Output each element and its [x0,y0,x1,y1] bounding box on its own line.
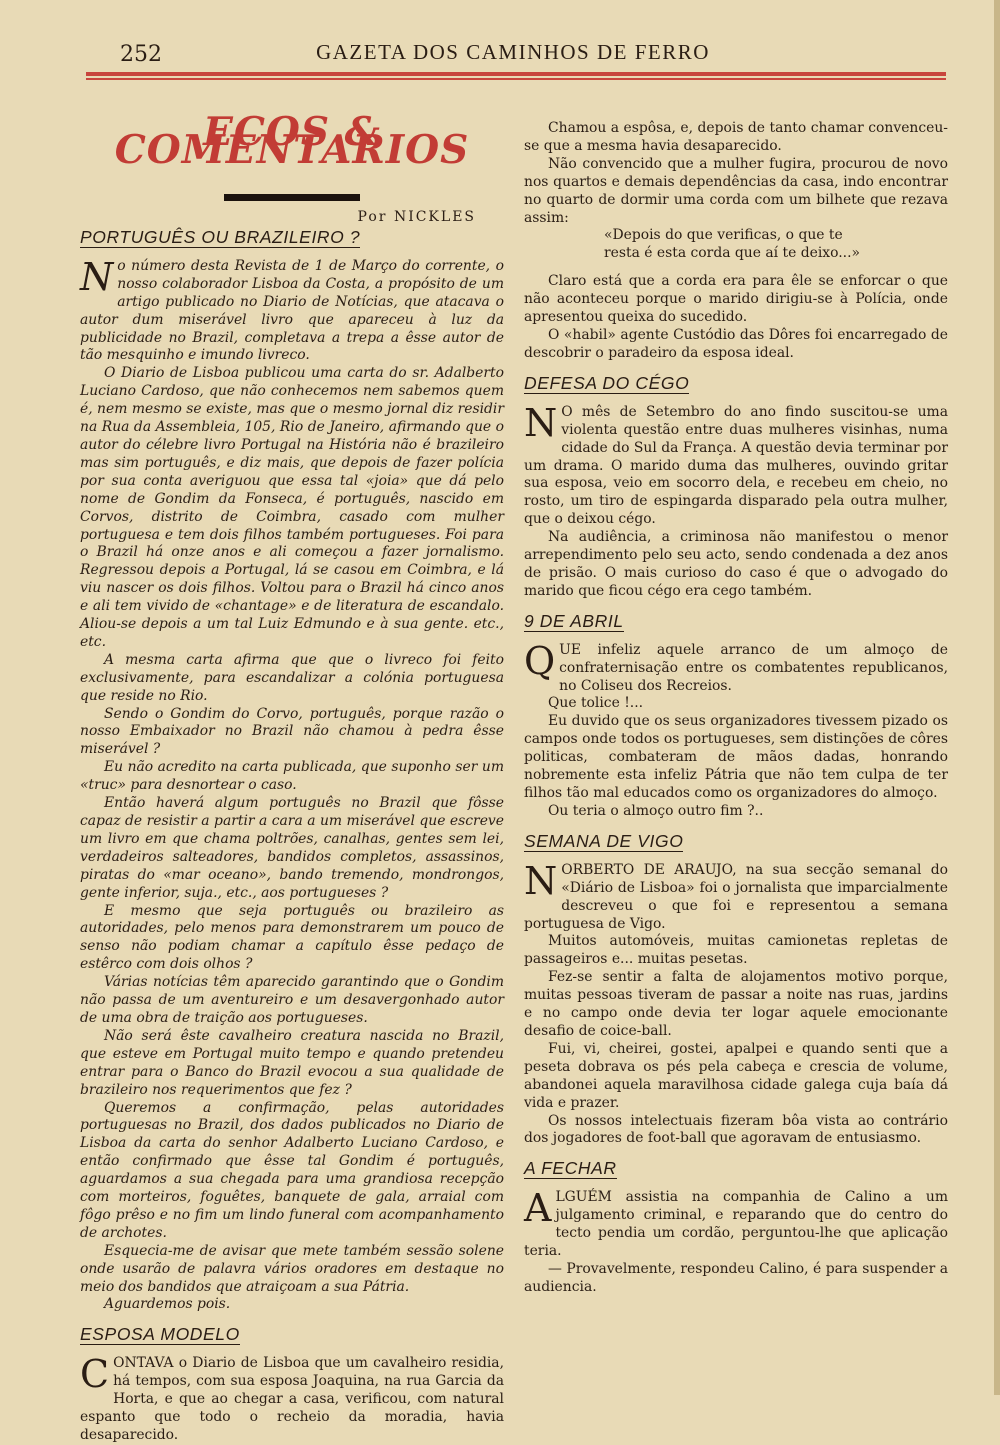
paragraph: Queremos a confirmação, pelas autoridades portuguesas no Brazil, dos dados publicados no Diario de Lisboa da carta do senhor Adalberto Luciano Cardoso, e então confirmado que êsse tal Gondim é português, aguardamos a sua chegada para uma grandiosa recepção com morteiros, foguêtes, banquete de gala, arraial com fôgo prêso e no fim um lindo funeral com acompanhamento de archotes. [80,1099,504,1241]
title-divider [224,194,360,201]
paragraph: Os nossos intelectuais fizeram bôa vista ao contrário dos jogadores de foot-ball que agoravam de entusiasmo. [524,1112,948,1147]
paragraph: Não será êste cavalheiro creatura nascida no Brazil, que esteve em Portugal muito tempo e quando pretendeu entrar para o Banco do Brazil evocou a sua qualidade de brazileiro nos requerimentos que fez ? [80,1027,504,1098]
paragraph: No número desta Revista de 1 de Março do corrente, o nosso colaborador Lisboa da Costa, a propósito de um artigo publicado no Diario de Notícias, que atacava o autor dum miserável livro que apareceu à luz da publicidade no Brazil, completava a trepa a êsse autor de tão mesquinho e imundo livreco. [80,254,504,364]
section-heading-portugues: PORTUGUÊS OU BRAZILEIRO ? [80,226,361,247]
paragraph: Muitos automóveis, muitas camionetas repletas de passageiros e... muitas pesetas. [524,933,948,968]
drop-cap: A [524,1186,552,1231]
left-column [80,109,504,1445]
paragraph: Ou teria o almoço outro fim ?.. [548,802,764,819]
section-heading-abril: 9 DE ABRIL [524,610,624,631]
paragraph: Eu não acredito na carta publicada, que suponho ser um «truc» para desnortear o caso. [80,759,504,794]
paragraph: Fui, vi, cheirei, gostei, apalpei e quando senti que a peseta dobrava os pés pela cabeça e crescia de volume, abandonei aquela maravilhosa cidade galega cuja baía dá vida e prazer. [524,1040,948,1111]
quote-line: resta é esta corda que aí te deixo...» [604,245,860,262]
right-column [524,120,948,1297]
paragraph: Fez-se sentir a falta de alojamentos motivo porque, muitas pessoas tiveram de passar a noite nas ruas, jardins e no campo onde devia ter logar aquele emocionante desafio de coice-ball. [524,969,948,1039]
paragraph: Chamou a espôsa, e, depois de tanto chamar convenceu-se que a mesma havia desaparecido. [524,120,948,154]
paragraph: Na audiência, a criminosa não manifestou o menor arrependimento pelo seu acto, sendo condenada a dez anos de prisão. O mais curioso do caso é que o advogado do marido que ficou cégo era cego também. [524,529,948,599]
paragraph: E mesmo que seja português ou brazileiro as autoridades, pelo menos para demonstrarem um pouco de senso não podiam chamar a capítulo êsse pedaço de estêrco com dois olhos ? [80,902,504,973]
paragraph: Esquecia-me de avisar que mete também sessão solene onde usarão de palavra vários oradores em destaque no meio dos bandidos que atraiçoam a sua Pátria. [80,1242,504,1295]
drop-cap: N [524,400,558,445]
drop-cap: Q [524,638,556,683]
masthead: GAZETA DOS CAMINHOS DE FERRO [316,40,710,64]
paragraph: Não convencido que a mulher fugira, procurou de novo nos quartos e demais dependências da casa, indo encontrar no quarto de dormir uma corda com um bilhete que rezava assim: [524,155,948,226]
paragraph: Então haverá algum português no Brazil que fôsse capaz de resistir a partir a cara a um miserável que escreve um livro em que chama poltrões, canalhas, gentes sem lei, verdadeiros salteadores, bandidos completos, assassinos, piratas do «mar oceano», bando tremendo, mondrongos, gente inferior, suja., etc., aos portugueses ? [80,795,504,901]
paragraph: Várias notícias têm aparecido garantindo que o Gondim não passa de um aventureiro e um desavergonhado autor de uma obra de traição aos portugueses. [80,974,504,1026]
paragraph: CONTAVA o Diario de Lisboa que um cavalheiro residia, há tempos, com sua esposa Joaquina, na rua Garcia da Horta, e que ao chegar a casa, verificou, com natural espanto que todo o recheio da moradia, havia desaparecido. [80,1352,504,1443]
quote-line: «Depois do que verificas, o que te [604,227,843,244]
header-rule [86,72,946,76]
paragraph: A mesma carta afirma que que o livreco foi feito exclusivamente, para escandalizar a colónia portuguesa que reside no Rio. [80,651,504,704]
paragraph: O Diario de Lisboa publicou uma carta do sr. Adalberto Luciano Cardoso, que não conhecemos nem sabemos quem é, nem mesmo se existe, mas que o mesmo jornal diz residir na Rua da Assembleia, 105, Rio de Janeiro, afirmando que o autor do célebre livro Portugal na História não é brazileiro mas sim português, e diz mais, que depois de fazer polícia por sua conta averiguou que essa tal «joia» que dá pelo nome de Gondim da Fonseca, é português, nascido em Corvos, distrito de Coimbra, casado com mulher portuguesa e tem dois filhos também portugueses. Foi para o Brazil há onze anos e ali começou a fazer jornalismo. Regressou depois a Portugal, lá se casou em Coimbra, e lá viu nascer os dois filhos. Voltou para o Brazil há cinco anos e ali tem vivido de «chantage» e de literatura de escandalo. Aliou-se depois a um tal Luiz Edmundo e à sua gente. etc., etc. [80,365,504,650]
page-edge [994,0,1000,1395]
drop-cap: C [80,1352,110,1397]
paragraph: Eu duvido que os seus organizadores tivessem pizado os campos onde todos os portugueses, sem distinções de côres politicas, combateram de mãos dadas, honrando nobremente esta infeliz Pátria que não tem culpa de ter filhos tão mal educados como os organizadores do almoço. [524,713,948,801]
section-heading-defesa: DEFESA DO CÉGO [524,372,690,393]
paragraph: NORBERTO DE ARAUJO, na sua secção semanal do «Diário de Lisboa» foi o jornalista que imparcialmente descreveu o que foi e representou a semana portuguesa de Vigo. [524,858,948,932]
paragraph: ALGUÉM assistia na companhia de Calino a um julgamento criminal, e reparando que do centro do tecto pendia um cordão, perguntou-lhe que aplicação teria. [524,1186,948,1260]
paragraph: QUE infeliz aquele arranco de um almoço de confraternisação entre os combatentes republicanos, no Coliseu dos Recreios. [524,638,948,694]
paragraph: Aguardemos pois. [104,1296,231,1313]
section-heading-fechar: A FECHAR [524,1158,617,1179]
page-header [80,36,946,70]
paragraph: O «habil» agente Custódio das Dôres foi encarregado de descobrir o paradeiro da esposa ideal. [524,326,948,361]
paragraph: Sendo o Gondim do Corvo, português, porque razão o nosso Embaixador no Brazil não chamou à pedra êsse miserável ? [80,705,504,758]
paragraph: Claro está que a corda era para êle se enforcar o que não aconteceu porque o marido dirigiu-se à Polícia, onde apresentou queixa do sucedido. [524,273,948,326]
section-heading-vigo: SEMANA DE VIGO [524,830,684,851]
paragraph: — Provavelmente, respondeu Calino, é para suspender a audiencia. [524,1260,948,1295]
paragraph: Que tolice !... [548,695,644,712]
drop-cap: N [524,858,558,903]
column-title: ECOS & COMENTARIOS [114,109,470,173]
drop-cap: N [80,254,114,299]
page-number: 252 [120,42,162,67]
header-rule-thin [86,78,946,80]
byline: Por NICKLES [357,209,476,225]
section-heading-esposa: ESPOSA MODELO [80,1324,240,1345]
paragraph: N O mês de Setembro do ano findo suscitou-se uma violenta questão entre duas mulheres visinhas, numa cidade do Sul da França. A questão devia terminar por um drama. O marido duma das mulheres, ouvindo gritar sua esposa, veio em socorro dela, e recebeu em cheio, no rosto, um tiro de espingarda disparado pela outra mulher, que o deixou cégo. [524,400,948,528]
